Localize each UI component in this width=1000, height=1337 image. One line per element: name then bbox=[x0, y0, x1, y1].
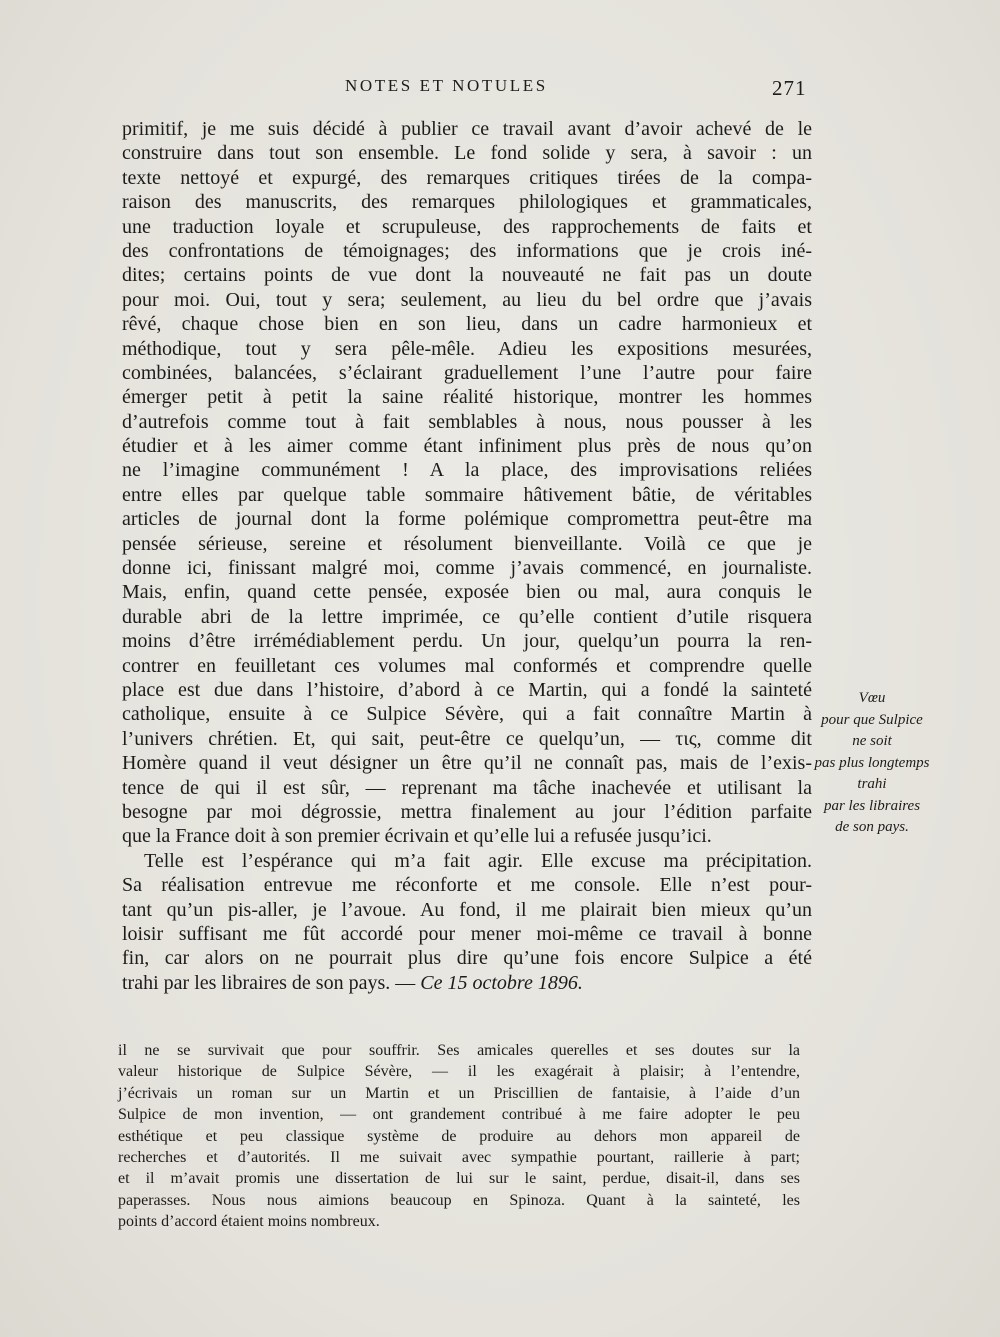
text-line: loisir suffisant me fût accordé pour mener moi-même ce travail à bonne bbox=[122, 922, 812, 945]
text-line: catholique, ensuite à ce Sulpice Sévère, qui a fait connaître Martin à bbox=[122, 703, 812, 726]
footnote-line: il ne se survivait que pour souffrir. Ses amicales querelles et ses doutes sur la bbox=[118, 1042, 800, 1059]
footnote-line: j’écrivais un roman sur un Martin et un Priscillien de fantaisie, à l’aide d’un bbox=[118, 1084, 800, 1102]
footnote-line: et il m’avait promis une dissertation de lui sur le saint, perdue, disait-il, dans ses bbox=[118, 1170, 800, 1188]
footnote-line: valeur historique de Sulpice Sévère, — il les exagérait à plaisir; à l’entendre, bbox=[118, 1063, 800, 1081]
margin-note bbox=[808, 688, 936, 839]
running-head: NOTES ET NOTULES bbox=[345, 76, 548, 95]
text-line: moins d’être irrémédiablement perdu. Un jour, quelqu’un pourra la ren- bbox=[122, 630, 812, 653]
text-line: d’autrefois comme tout à fait semblables à nous, nous pousser à les bbox=[122, 410, 812, 433]
text-line: dites; certains points de vue dont la nouveauté ne fait pas un doute bbox=[122, 264, 812, 287]
footnote-line: paperasses. Nous nous aimions beaucoup en Spinoza. Quant à la sainteté, les bbox=[118, 1191, 800, 1209]
text-line: raison des manuscrits, des remarques philologiques et grammaticales, bbox=[122, 191, 812, 214]
text-line: combinées, balancées, s’éclairant graduellement l’une l’autre pour faire bbox=[122, 361, 812, 384]
footnote-line: recherches et d’autorités. Il me suivait avec sympathie pourtant, raillerie à part; bbox=[118, 1148, 800, 1166]
text-line: Homère quand il veut désigner un être qu’il ne connaît pas, mais de l’exis- bbox=[122, 752, 812, 775]
margin-note-line: pas plus longtemps bbox=[814, 754, 930, 771]
closing-text: trahi par les libraires de son pays. — bbox=[122, 971, 416, 994]
text-line: articles de journal dont la forme polémique compromettra peut-être ma bbox=[122, 508, 812, 531]
text-line: pour moi. Oui, tout y sera; seulement, au lieu du bel ordre que j’avais bbox=[122, 288, 812, 311]
text-line: primitif, je me suis décidé à publier ce travail avant d’avoir achevé de le bbox=[122, 118, 812, 140]
text-line: tant qu’un pis-aller, je l’avoue. Au fond, il me plairait bien mieux qu’un bbox=[122, 898, 812, 921]
text-line: Mais, enfin, quand cette pensée, exposée bien ou mal, aura conquis le bbox=[122, 581, 812, 604]
text-line: émerger petit à petit la saine réalité historique, montrer les hommes bbox=[122, 386, 812, 409]
footnote-line: points d’accord étaient moins nombreux. bbox=[118, 1213, 380, 1231]
text-line: fin, car alors on ne pourrait plus dire qu’une fois encore Sulpice a été bbox=[122, 947, 812, 970]
text-line: pensée sérieuse, sereine et résolument bienveillante. Voilà ce que je bbox=[122, 532, 812, 555]
text-line: construire dans tout son ensemble. Le fond solide y sera, à savoir : un bbox=[122, 142, 812, 165]
text-line: que la France doit à son premier écrivain et qu’elle lui a refusée jusqu’ici. bbox=[122, 825, 712, 848]
text-line: ne l’imagine communément ! A la place, des improvisations reliées bbox=[122, 459, 812, 482]
main-text bbox=[122, 117, 812, 995]
margin-note-line: de son pays. bbox=[835, 819, 909, 835]
text-line: une traduction loyale et scrupuleuse, des rapprochements de faits et bbox=[122, 215, 812, 238]
text-line: durable abri de la lettre imprimée, ce qu’elle contient d’utile risquera bbox=[122, 605, 812, 628]
text-line: étudier et à les aimer comme étant infiniment plus près de nous qu’on bbox=[122, 435, 812, 458]
margin-note-line: pour que Sulpice bbox=[821, 711, 923, 728]
text-line: contrer en feuilletant ces volumes mal conformés et comprendre quelle bbox=[122, 654, 812, 677]
text-line: Telle est l’espérance qui m’a fait agir. Elle excuse ma précipitation. bbox=[144, 849, 812, 872]
footnote-line: Sulpice de mon invention, — ont grandement contribué à me faire adopter le peu bbox=[118, 1106, 800, 1124]
text-line: des confrontations de témoignages; des informations que je crois iné- bbox=[122, 239, 812, 262]
margin-note-line: ne soit bbox=[852, 733, 892, 749]
text-line: donne ici, finissant malgré moi, comme j’avais commencé, en journaliste. bbox=[122, 557, 812, 580]
margin-note-line: Vœu bbox=[858, 690, 886, 706]
text-line: tence de qui il est sûr, — reprenant ma tâche inachevée et utilisant la bbox=[122, 776, 812, 799]
date-signature: Ce 15 octobre 1896. bbox=[420, 971, 583, 994]
text-line: texte nettoyé et expurgé, des remarques critiques tirées de la compa- bbox=[122, 166, 812, 189]
margin-note-line: par les libraires bbox=[823, 797, 921, 814]
text-line: entre elles par quelque table sommaire hâtivement bâtie, de véritables bbox=[122, 483, 812, 506]
text-line: méthodique, tout y sera pêle-mêle. Adieu les expositions mesurées, bbox=[122, 337, 812, 360]
closing-line bbox=[122, 971, 812, 995]
text-line: l’univers chrétien. Et, qui sait, peut-être ce quelqu’un, — τις, comme dit bbox=[122, 727, 812, 750]
footnote bbox=[118, 1040, 800, 1233]
margin-note-line: trahi bbox=[857, 776, 887, 792]
text-line: place est due dans l’histoire, d’abord à ce Martin, qui a fondé la sainteté bbox=[122, 678, 812, 701]
text-line: besogne par moi dégrossie, mettra finalement au jour l’édition parfaite bbox=[122, 800, 812, 823]
text-line: rêvé, chaque chose bien en son lieu, dans un cadre harmonieux et bbox=[122, 313, 812, 336]
page-number: 271 bbox=[772, 76, 807, 100]
footnote-line: esthétique et peu classique système de produire au dehors mon appareil de bbox=[118, 1127, 800, 1145]
text-line: Sa réalisation entrevue me réconforte et me console. Elle n’est pour- bbox=[122, 874, 812, 897]
